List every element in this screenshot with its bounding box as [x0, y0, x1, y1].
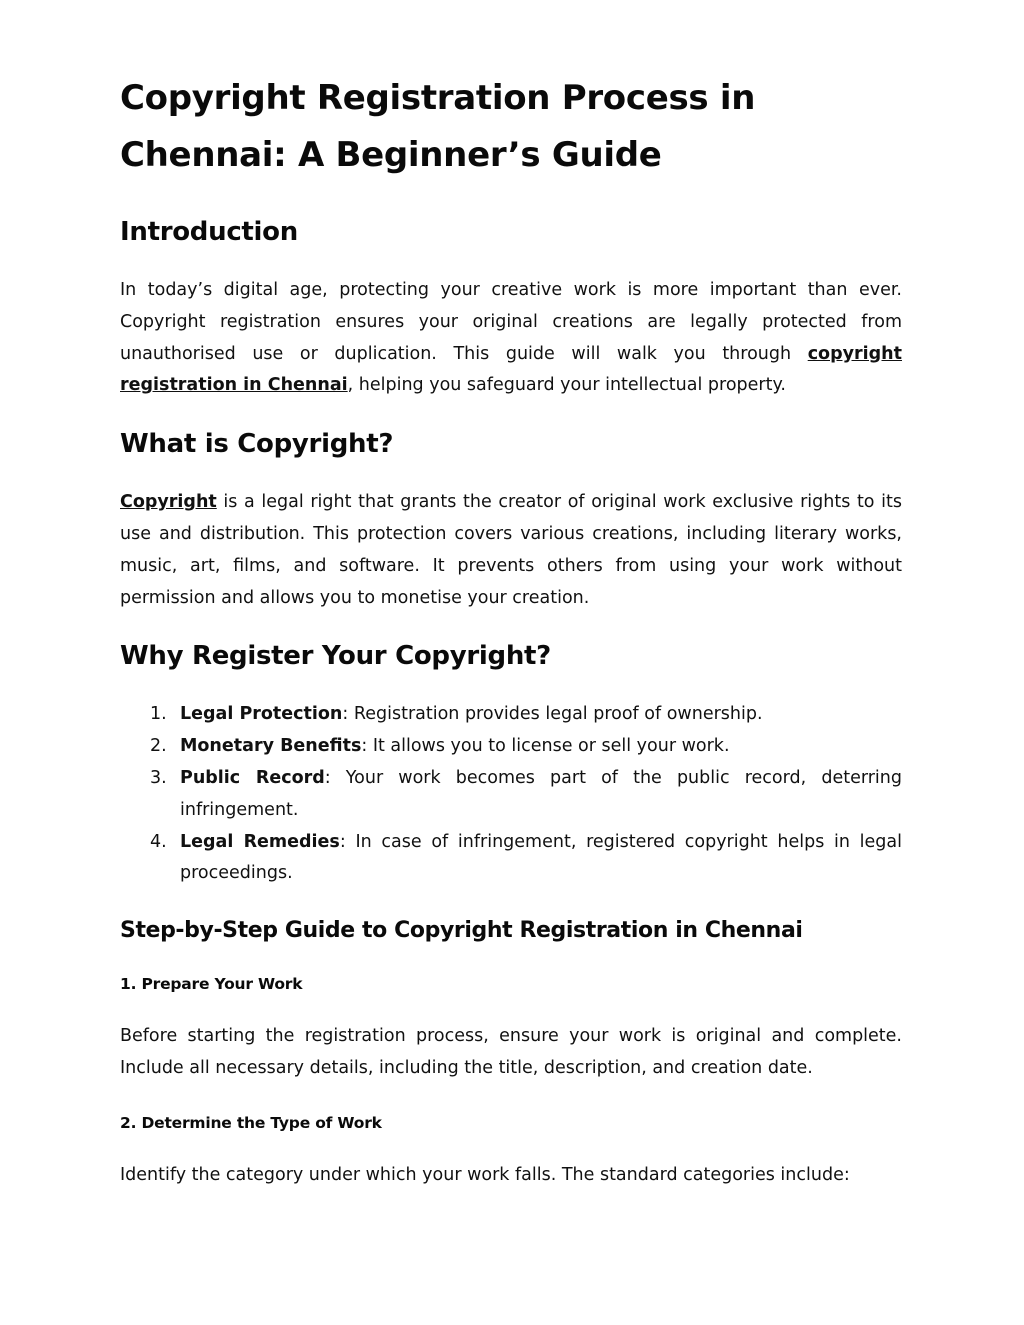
- copyright-link[interactable]: Copyright: [120, 492, 217, 513]
- intro-paragraph: [120, 275, 902, 402]
- intro-text-before: In today’s digital age, protecting your creative work is more important than ever. Copyright registration ensures your original creations are legally protected from unauthorised use or duplication. This guide will walk you through: [120, 280, 902, 364]
- list-item: [120, 827, 902, 891]
- why-heading: Why Register Your Copyright?: [120, 641, 551, 672]
- list-desc: : In case of infringement, registered copyright helps in legal proceedings.: [180, 831, 902, 884]
- list-desc: : Your work becomes part of the public record, deterring infringement.: [180, 767, 902, 820]
- step2-paragraph: Identify the category under which your work falls. The standard categories include:: [120, 1164, 850, 1185]
- list-number: 2.: [150, 736, 167, 757]
- intro-heading: Introduction: [120, 217, 298, 247]
- list-term: Monetary Benefits: [180, 736, 362, 757]
- list-item: [120, 699, 902, 731]
- list-desc: : Registration provides legal proof of ownership.: [342, 704, 763, 725]
- steps-heading: Step-by-Step Guide to Copyright Registration in Chennai: [120, 918, 803, 944]
- list-item: [120, 763, 902, 827]
- list-term: Legal Protection: [180, 704, 343, 725]
- list-term: Legal Remedies: [180, 831, 340, 852]
- step1-heading: 1. Prepare Your Work: [120, 975, 303, 994]
- list-term: Public Record: [180, 767, 325, 788]
- intro-text-after: , helping you safeguard your intellectual property.: [347, 375, 786, 396]
- document-page: [120, 70, 902, 1192]
- copyright-registration-chennai-link[interactable]: copyright registration in Chennai: [120, 343, 902, 396]
- what-text: is a legal right that grants the creator of original work exclusive rights to its use and distribution. This protection covers various creations, including literary works, music, art, films, and software. It prevents others from using your work without permission and allows you to monetise your creation.: [120, 492, 902, 608]
- list-number: 1.: [150, 704, 167, 725]
- list-item: [120, 731, 902, 763]
- step2-heading: 2. Determine the Type of Work: [120, 1113, 382, 1132]
- what-paragraph: [120, 487, 902, 614]
- benefits-list: [120, 699, 902, 890]
- list-number: 3.: [150, 767, 167, 788]
- page-title: Copyright Registration Process in Chennai: A Beginner’s Guide: [120, 78, 756, 175]
- list-desc: : It allows you to license or sell your work.: [361, 736, 730, 757]
- list-number: 4.: [150, 831, 167, 852]
- what-heading: What is Copyright?: [120, 429, 394, 460]
- step1-paragraph: Before starting the registration process, ensure your work is original and complete. Include all necessary details, including the title, description, and creation date.: [120, 1026, 902, 1078]
